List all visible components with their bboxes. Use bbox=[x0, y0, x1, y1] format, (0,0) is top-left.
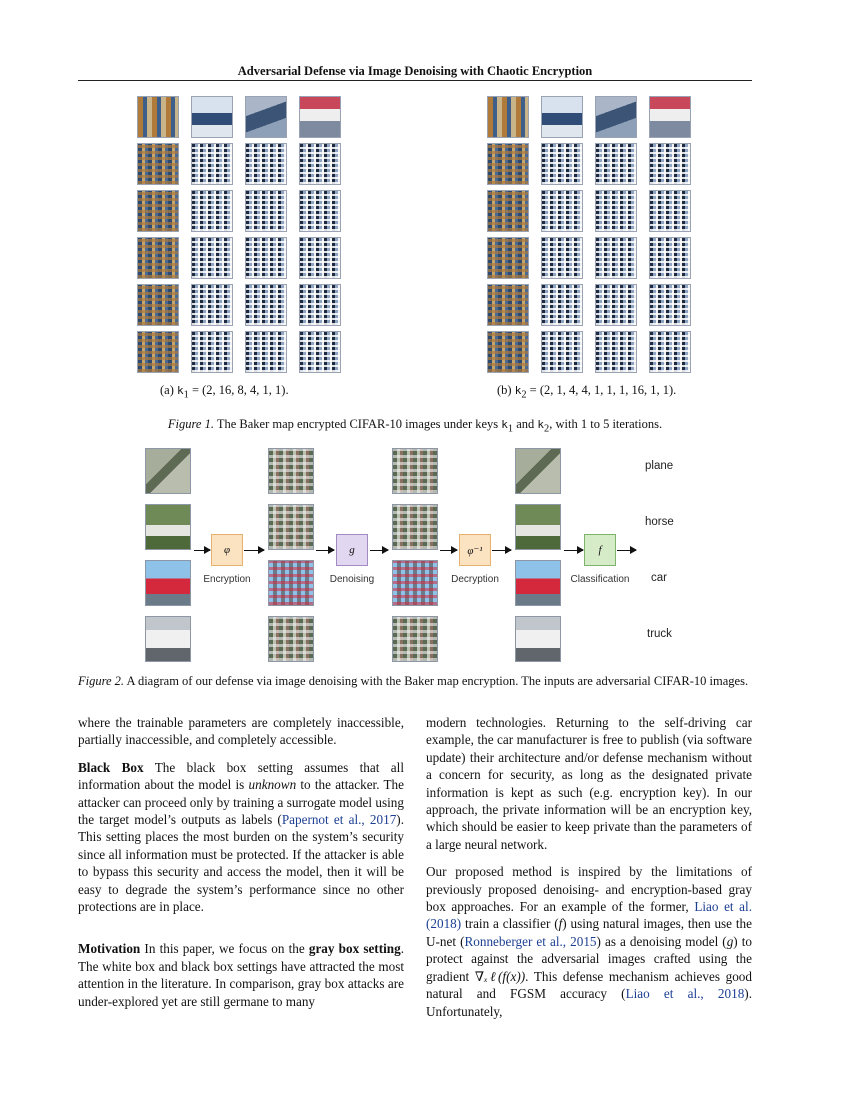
key-symbol: k bbox=[177, 384, 184, 397]
text: Our proposed method is inspired by the limitations of previously proposed denoising- and encryption-based gray box approaches. For an example of the former, bbox=[426, 864, 752, 915]
subcaption-prefix: (a) bbox=[160, 383, 177, 397]
text: ) to protect against the adversarial images crafted using the gradient bbox=[426, 933, 752, 984]
encryption-box: φ bbox=[211, 534, 243, 566]
denoised-image bbox=[392, 616, 438, 662]
math-expression: ∇ₓℓ(f(x)) bbox=[474, 968, 526, 984]
strong-text: gray box setting bbox=[308, 941, 401, 957]
encrypted-image bbox=[268, 616, 314, 662]
citation-link[interactable]: Liao et al. (2018) bbox=[426, 899, 752, 932]
figure2-caption bbox=[78, 674, 752, 689]
key-subscript: 2 bbox=[521, 389, 527, 401]
encrypted-image bbox=[268, 504, 314, 550]
arrow bbox=[370, 550, 388, 551]
paragraph-heading: Black Box bbox=[78, 759, 144, 775]
math-symbol: g bbox=[726, 933, 734, 949]
caption-text: and bbox=[513, 417, 538, 431]
body-right-column bbox=[426, 714, 752, 1030]
decryption-box: φ⁻¹ bbox=[459, 534, 491, 566]
paragraph: modern technologies. Returning to the self-driving car example, the car manufacturer is free to publish (via software update) their architecture and/or defense mechanism without a concern for security, as long as the designated private information is kept as such (e.g. encryption key). In our approach, the private information will be an encryption key, which should be easier to keep private than the parameters of a large neural network. bbox=[426, 715, 752, 852]
arrow bbox=[440, 550, 457, 551]
arrow bbox=[194, 550, 210, 551]
key-symbol: k bbox=[514, 384, 522, 397]
class-label-truck: truck bbox=[647, 628, 672, 640]
caption-text: A diagram of our defense via image denoising with the Baker map encryption. The inputs are adversarial CIFAR-10 images. bbox=[124, 674, 749, 688]
text: In this paper, we focus on the bbox=[140, 941, 309, 957]
classification-label: Classification bbox=[570, 574, 630, 585]
key-symbol: k bbox=[537, 418, 545, 431]
key-subscript: 2 bbox=[544, 423, 550, 435]
spacer bbox=[78, 925, 404, 940]
text: ) using natural images, then use the U-net ( bbox=[426, 916, 752, 949]
figure-label: Figure 1. bbox=[167, 417, 214, 431]
arrow bbox=[244, 550, 264, 551]
class-label-plane: plane bbox=[645, 460, 674, 472]
figure-label: Figure 2. bbox=[78, 674, 125, 688]
text: The black box setting assumes that all information about the model is bbox=[78, 759, 404, 793]
paragraph-motivation bbox=[78, 940, 404, 1010]
running-title: Adversarial Defense via Image Denoising with Chaotic Encryption bbox=[237, 64, 593, 78]
decrypted-image-horse bbox=[515, 504, 561, 550]
decrypted-images-column bbox=[515, 448, 561, 662]
decrypted-image-truck bbox=[515, 616, 561, 662]
text: . This defense mechanism achieves good natural and FGSM accuracy ( bbox=[426, 968, 752, 1002]
class-label-horse: horse bbox=[645, 516, 674, 528]
encrypted-images-column bbox=[268, 448, 314, 662]
key-value: = (2, 1, 4, 4, 1, 1, 1, 16, 1, 1). bbox=[526, 383, 677, 397]
encryption-label: Encryption bbox=[203, 574, 251, 585]
arrow bbox=[617, 550, 636, 551]
key-value: = (2, 16, 8, 4, 1, 1). bbox=[188, 383, 289, 397]
caption-text: , with 1 to 5 iterations. bbox=[549, 417, 663, 431]
class-label-car: car bbox=[651, 572, 667, 584]
paragraph-heading: Motivation bbox=[78, 941, 141, 957]
input-image-truck bbox=[145, 616, 191, 662]
denoised-images-column bbox=[392, 448, 438, 662]
text: train a classifier ( bbox=[461, 916, 559, 932]
citation-link[interactable]: Papernot et al., 2017 bbox=[281, 812, 397, 828]
key-symbol: k bbox=[501, 418, 508, 431]
math-symbol: f bbox=[558, 916, 563, 932]
input-image-plane bbox=[145, 448, 191, 494]
text: ) as a denoising model ( bbox=[596, 933, 727, 949]
input-images-column bbox=[145, 448, 191, 662]
arrow bbox=[316, 550, 334, 551]
subcaption-prefix: (b) bbox=[497, 383, 515, 397]
text: . The white box and black box settings have attracted the most attention in the literature. In comparison, gray box attacks are under-explored yet are still germane to many bbox=[78, 941, 404, 1009]
citation-link[interactable]: Ronneberger et al., 2015 bbox=[464, 933, 597, 949]
text: to the attacker. The attacker can proceed only by training a surrogate model using the target model’s outputs as labels ( bbox=[78, 777, 404, 828]
classification-box: f bbox=[584, 534, 616, 566]
key-subscript: 1 bbox=[507, 423, 514, 435]
decryption-label: Decryption bbox=[451, 574, 499, 585]
caption-text: The Baker map encrypted CIFAR-10 images under keys bbox=[213, 417, 502, 431]
denoised-image bbox=[392, 448, 438, 494]
denoised-image bbox=[392, 504, 438, 550]
paragraph-black-box bbox=[78, 759, 404, 916]
key-subscript: 1 bbox=[183, 389, 189, 401]
text: ). Unfortunately, bbox=[426, 986, 752, 1019]
arrow bbox=[564, 550, 583, 551]
decrypted-image-plane bbox=[515, 448, 561, 494]
paragraph: where the trainable parameters are completely inaccessible, partially inaccessible, and completely accessible. bbox=[78, 715, 404, 748]
body-left-column bbox=[78, 714, 404, 1020]
denoising-label: Denoising bbox=[329, 574, 375, 585]
encrypted-image bbox=[268, 448, 314, 494]
input-image-horse bbox=[145, 504, 191, 550]
text: ). This setting places the most burden on the system’s security since all information must be protected. If the attacker is able to bypass this security and access the model, then it will be easy to degrade the system’s performance since no other protections are in place. bbox=[78, 812, 404, 915]
citation-link[interactable]: Liao et al., 2018 bbox=[625, 986, 745, 1002]
emphasis: unknown bbox=[248, 777, 297, 793]
denoising-box: g bbox=[336, 534, 368, 566]
arrow bbox=[492, 550, 511, 551]
paragraph-proposed-method bbox=[426, 863, 752, 1020]
